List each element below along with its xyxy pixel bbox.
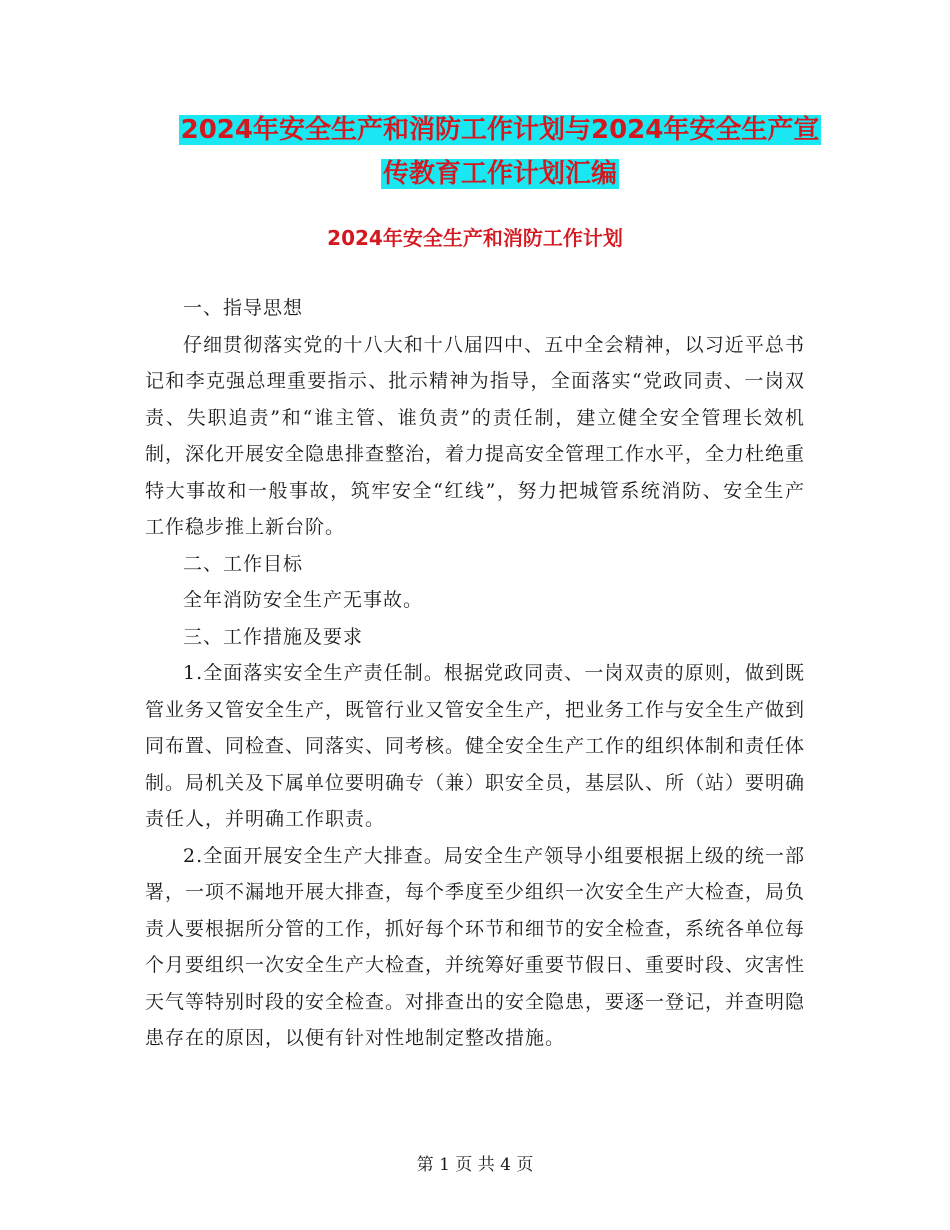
- paragraph-work-goal: 全年消防安全生产无事故。: [183, 589, 424, 611]
- page-number-footer: 第 1 页 共 4 页: [416, 1155, 534, 1175]
- document-title-line-1: 2024年安全生产和消防工作计划与2024年安全生产宣: [180, 115, 820, 145]
- paragraph-measure-1: 1.全面落实安全生产责任制。根据党政同责、一岗双责的原则，做到既管业务又管安全生产，既管行业又管安全生产，把业务工作与安全生产做到同布置、同检查、同落实、同考核。健全安全生产工作的组织体制和责任体制。局机关及下属单位要明确专（兼）职安全员，基层队、所（站）要明确责任人，并明确工作职责。: [145, 662, 806, 830]
- document-body: [145, 290, 805, 1057]
- document-title-line-2: 传教育工作计划汇编: [382, 159, 617, 189]
- heading-measures: 三、工作措施及要求: [183, 625, 364, 648]
- heading-work-goal: 二、工作目标: [183, 552, 304, 575]
- section-title: 2024年安全生产和消防工作计划: [327, 226, 623, 250]
- heading-guiding-thought: 一、指导思想: [183, 297, 304, 319]
- paragraph-measure-2: 2.全面开展安全生产大排查。局安全生产领导小组要根据上级的统一部署，一项不漏地开展大排查，每个季度至少组织一次安全生产大检查，局负责人要根据所分管的工作，抓好每个环节和细节的安全检查，系统各单位每个月要组织一次安全生产大检查，并统筹好重要节假日、重要时段、灾害性天气等特别时段的安全检查。对排查出的安全隐患，要逐一登记，并查明隐患存在的原因，以便有针对性地制定整改措施。: [145, 844, 806, 1049]
- paragraph-guiding-thought: 仔细贯彻落实党的十八大和十八届四中、五中全会精神，以习近平总书记和李克强总理重要指示、批示精神为指导，全面落实“党政同责、一岗双责、失职追责”和“谁主管、谁负责”的责任制，建立健全安全管理长效机制，深化开展安全隐患排查整治，着力提高安全管理工作水平，全力杜绝重特大事故和一般事故，筑牢安全“红线”，努力把城管系统消防、安全生产工作稳步推上新台阶。: [145, 333, 806, 538]
- document-title: [120, 108, 880, 196]
